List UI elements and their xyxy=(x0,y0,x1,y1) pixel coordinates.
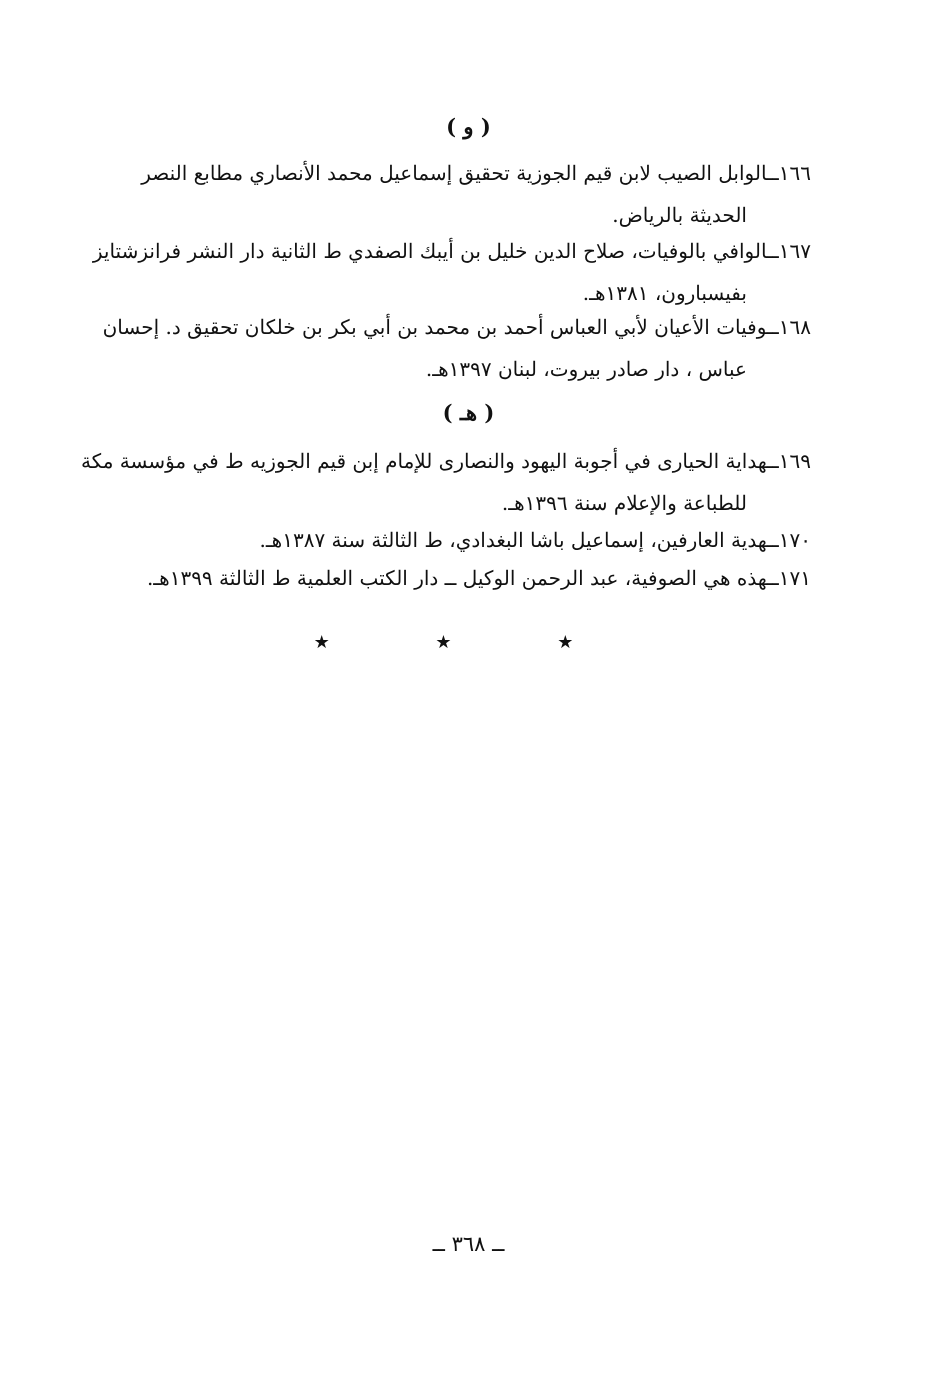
entry-text: ــوفيات الأعيان لأبي العباس أحمد بن محمد بن أبي بكر بن خلكان تحقيق د. إحسان xyxy=(102,315,779,339)
entry-number: ١٧٠ xyxy=(778,528,811,552)
entry-number: ١٧١ xyxy=(778,566,811,590)
bibliography-entry-170 xyxy=(61,519,811,561)
section-heading-waw: ( و ) xyxy=(446,114,491,139)
section-end-ornament: ★ ★ ★ xyxy=(313,632,624,653)
bibliography-entry-168 xyxy=(61,306,811,390)
entry-continuation: عباس ، دار صادر بيروت، لبنان ١٣٩٧هـ. xyxy=(425,357,747,381)
entry-continuation: بفيسبارون، ١٣٨١هـ. xyxy=(582,281,747,305)
entry-text: ــهذه هي الصوفية، عبد الرحمن الوكيل ــ دار الكتب العلمية ط الثالثة ١٣٩٩هـ. xyxy=(146,566,779,590)
bibliography-entry-171 xyxy=(61,557,811,599)
entry-text: ــالوافي بالوفيات، صلاح الدين خليل بن أيبك الصفدي ط الثانية دار النشر فرانزشتايز xyxy=(92,239,779,263)
entry-number: ١٦٩ xyxy=(778,449,811,473)
entry-continuation: الحديثة بالرياض. xyxy=(612,203,747,227)
section-heading-ha: ( هـ ) xyxy=(442,400,495,425)
bibliography-entry-166 xyxy=(61,152,811,236)
entry-number: ١٦٨ xyxy=(778,315,811,339)
page-number: ــ ٣٦٨ ــ xyxy=(432,1232,505,1256)
entry-text: ــهداية الحيارى في أجوبة اليهود والنصارى للإمام إبن قيم الجوزيه ط في مؤسسة مكة xyxy=(80,449,779,473)
bibliography-entry-169 xyxy=(61,440,811,524)
bibliography-entry-167 xyxy=(61,230,811,314)
entry-text: ــهدية العارفين، إسماعيل باشا البغدادي، ط الثالثة سنة ١٣٨٧هـ. xyxy=(259,528,779,552)
entry-continuation: للطباعة والإعلام سنة ١٣٩٦هـ. xyxy=(501,491,747,515)
entry-text: ــالوابل الصيب لابن قيم الجوزية تحقيق إسماعيل محمد الأنصاري مطابع النصر xyxy=(141,161,779,185)
entry-number: ١٦٧ xyxy=(778,239,811,263)
entry-number: ١٦٦ xyxy=(778,161,811,185)
